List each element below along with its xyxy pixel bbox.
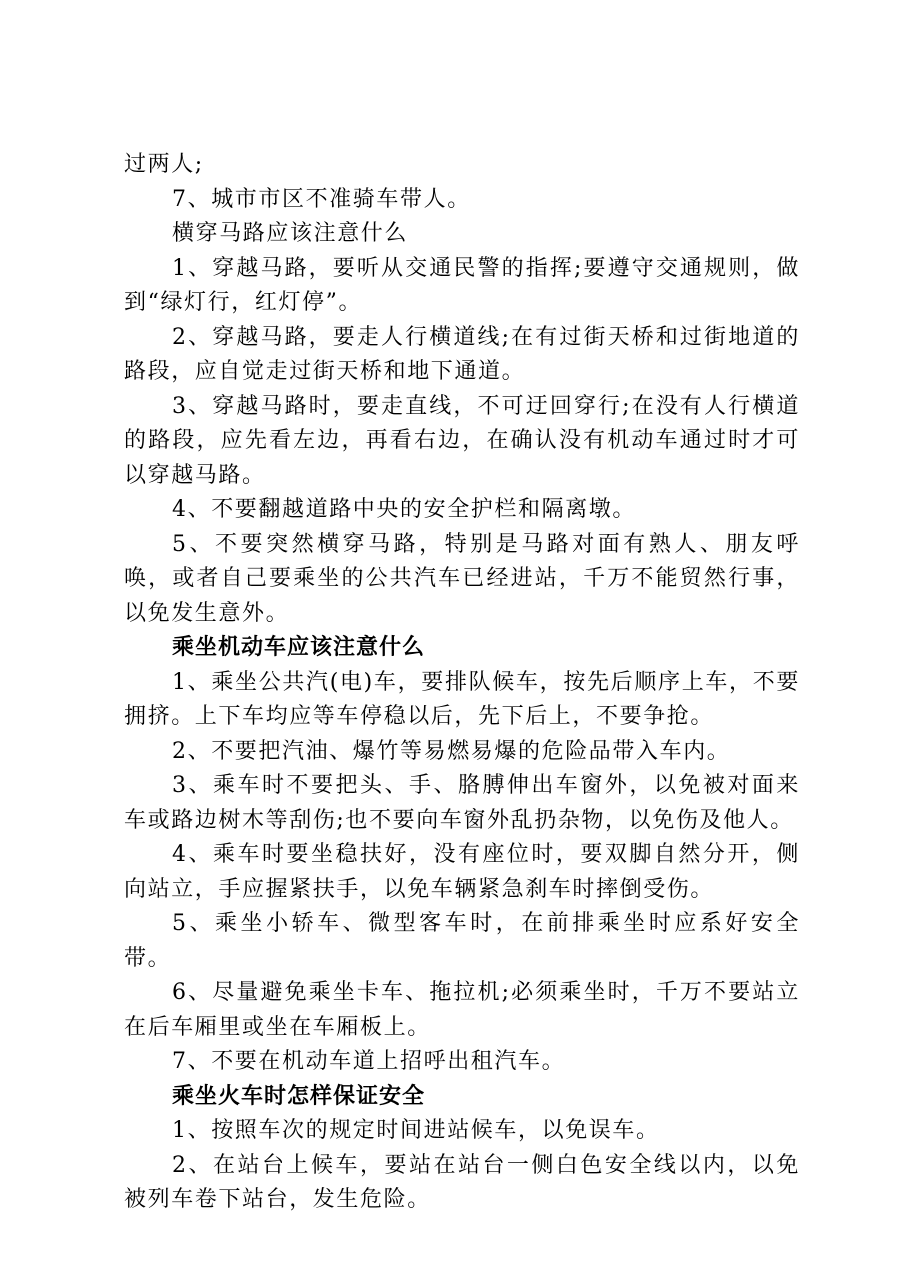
paragraph-item: 4、乘车时要坐稳扶好，没有座位时，要双脚自然分开，侧向站立，手应握紧扶手，以免车辆紧急刹车时摔倒受伤。 [124,842,800,902]
section-heading-train-safety: 乘坐火车时怎样保证安全 [172,1083,426,1109]
paragraph-item: 3、穿越马路时，要走直线，不可迂回穿行;在没有人行横道的路段，应先看左边，再看右边，在确认没有机动车通过时才可以穿越马路。 [124,393,800,488]
document-body [124,148,800,1218]
paragraph-continued: 过两人; [124,152,204,177]
paragraph-item: 4、不要翻越道路中央的安全护栏和隔离墩。 [172,497,636,522]
paragraph-item: 2、不要把汽油、爆竹等易燃易爆的危险品带入车内。 [172,738,731,764]
paragraph-item: 3、乘车时不要把头、手、胳膊伸出车窗外，以免被对面来车或路边树木等刮伤;也不要向车窗外乱扔杂物，以免伤及他人。 [124,773,800,833]
paragraph-item: 5、乘坐小轿车、微型客车时，在前排乘坐时应系好安全带。 [124,911,800,971]
paragraph-item: 7、不要在机动车道上招呼出租汽车。 [172,1049,566,1074]
paragraph-item: 2、穿越马路，要走人行横道线;在有过街天桥和过街地道的路段，应自觉走过街天桥和地下通道。 [124,324,800,384]
section-heading-crossing-road: 横穿马路应该注意什么 [172,221,409,246]
paragraph-item: 1、穿越马路，要听从交通民警的指挥;要遵守交通规则，做到“绿灯行，红灯停”。 [124,255,800,315]
paragraph-item: 5、不要突然横穿马路，特别是马路对面有熟人、朋友呼唤，或者自己要乘坐的公共汽车已经进站，千万不能贸然行事，以免发生意外。 [124,531,800,626]
paragraph-item: 7、城市市区不准骑车带人。 [172,186,471,212]
section-heading-motor-vehicle: 乘坐机动车应该注意什么 [172,635,426,660]
paragraph-item: 1、乘坐公共汽(电)车，要排队候车，按先后顺序上车，不要拥挤。上下车均应等车停稳以后，先下后上，不要争抢。 [124,669,800,729]
paragraph-item: 6、尽量避免乘坐卡车、拖拉机;必须乘坐时，千万不要站立在后车厢里或坐在车厢板上。 [124,980,800,1040]
paragraph-item: 2、在站台上候车，要站在站台一侧白色安全线以内，以免被列车卷下站台，发生危险。 [124,1152,800,1212]
paragraph-item: 1、按照车次的规定时间进站候车，以免误车。 [172,1118,660,1143]
